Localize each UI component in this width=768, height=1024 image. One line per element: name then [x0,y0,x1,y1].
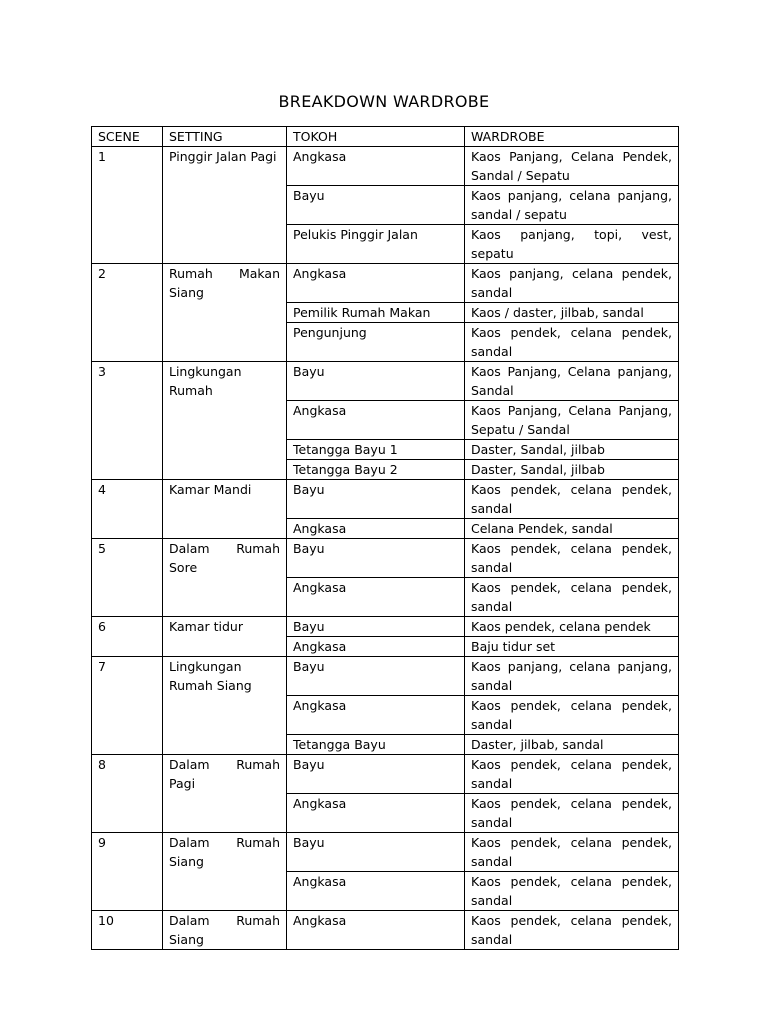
wardrobe-cell: Kaos pendek, celana pendek, sandal [465,794,679,833]
scene-number-cell: 5 [92,539,163,617]
wardrobe-cell: Kaos / daster, jilbab, sandal [465,303,679,323]
wardrobe-cell: Kaos pendek, celana pendek [465,617,679,637]
table-row [92,362,679,401]
wardrobe-cell: Daster, Sandal, jilbab [465,460,679,480]
wardrobe-table [91,126,679,950]
wardrobe-cell: Kaos panjang, celana panjang, sandal / sepatu [465,186,679,225]
setting-cell: Pinggir Jalan Pagi [163,147,287,264]
tokoh-cell: Tetangga Bayu [287,735,465,755]
table-row [92,755,679,794]
tokoh-cell: Tetangga Bayu 2 [287,460,465,480]
wardrobe-cell: Kaos pendek, celana pendek, sandal [465,833,679,872]
tokoh-cell: Pengunjung [287,323,465,362]
setting-cell: Dalam Rumah Siang [163,911,287,950]
table-row [92,617,679,637]
tokoh-cell: Bayu [287,617,465,637]
wardrobe-cell: Kaos pendek, celana pendek, sandal [465,480,679,519]
setting-cell: Lingkungan Rumah Siang [163,657,287,755]
wardrobe-cell: Kaos pendek, celana pendek, sandal [465,755,679,794]
table-row [92,911,679,950]
wardrobe-cell: Kaos pendek, celana pendek, sandal [465,578,679,617]
scene-number-cell: 1 [92,147,163,264]
wardrobe-cell: Celana Pendek, sandal [465,519,679,539]
tokoh-cell: Angkasa [287,519,465,539]
wardrobe-cell: Kaos pendek, celana pendek, sandal [465,539,679,578]
wardrobe-cell: Baju tidur set [465,637,679,657]
header-setting: SETTING [163,127,287,147]
setting-cell: Lingkungan Rumah [163,362,287,480]
tokoh-cell: Bayu [287,833,465,872]
table-row [92,480,679,519]
setting-cell: Dalam Rumah Sore [163,539,287,617]
tokoh-cell: Angkasa [287,911,465,950]
table-body [92,147,679,950]
wardrobe-cell: Kaos Panjang, Celana Pendek, Sandal / Sepatu [465,147,679,186]
table-row [92,539,679,578]
setting-cell: Dalam Rumah Siang [163,833,287,911]
tokoh-cell: Angkasa [287,637,465,657]
tokoh-cell: Pelukis Pinggir Jalan [287,225,465,264]
setting-cell: Rumah Makan Siang [163,264,287,362]
wardrobe-cell: Kaos panjang, celana panjang, sandal [465,657,679,696]
wardrobe-cell: Kaos pendek, celana pendek, sandal [465,872,679,911]
header-wardrobe: WARDROBE [465,127,679,147]
wardrobe-cell: Daster, jilbab, sandal [465,735,679,755]
table-header-row [92,127,679,147]
page-title: BREAKDOWN WARDROBE [278,92,490,111]
scene-number-cell: 9 [92,833,163,911]
header-tokoh: TOKOH [287,127,465,147]
table-row [92,264,679,303]
table-row [92,833,679,872]
scene-number-cell: 4 [92,480,163,539]
header-scene: SCENE [92,127,163,147]
setting-cell: Kamar Mandi [163,480,287,539]
scene-number-cell: 3 [92,362,163,480]
tokoh-cell: Angkasa [287,794,465,833]
tokoh-cell: Angkasa [287,264,465,303]
tokoh-cell: Bayu [287,362,465,401]
tokoh-cell: Angkasa [287,401,465,440]
scene-number-cell: 6 [92,617,163,657]
tokoh-cell: Angkasa [287,872,465,911]
table-row [92,147,679,186]
setting-cell: Kamar tidur [163,617,287,657]
wardrobe-cell: Kaos pendek, celana pendek, sandal [465,323,679,362]
wardrobe-cell: Kaos Panjang, Celana panjang, Sandal [465,362,679,401]
tokoh-cell: Angkasa [287,696,465,735]
setting-cell: Dalam Rumah Pagi [163,755,287,833]
scene-number-cell: 10 [92,911,163,950]
tokoh-cell: Bayu [287,755,465,794]
tokoh-cell: Tetangga Bayu 1 [287,440,465,460]
scene-number-cell: 8 [92,755,163,833]
tokoh-cell: Angkasa [287,578,465,617]
wardrobe-cell: Kaos pendek, celana pendek, sandal [465,911,679,950]
wardrobe-cell: Daster, Sandal, jilbab [465,440,679,460]
scene-number-cell: 2 [92,264,163,362]
tokoh-cell: Angkasa [287,147,465,186]
wardrobe-cell: Kaos pendek, celana pendek, sandal [465,696,679,735]
tokoh-cell: Bayu [287,480,465,519]
wardrobe-cell: Kaos panjang, topi, vest, sepatu [465,225,679,264]
tokoh-cell: Pemilik Rumah Makan [287,303,465,323]
wardrobe-cell: Kaos panjang, celana pendek, sandal [465,264,679,303]
table-row [92,657,679,696]
scene-number-cell: 7 [92,657,163,755]
tokoh-cell: Bayu [287,539,465,578]
tokoh-cell: Bayu [287,657,465,696]
tokoh-cell: Bayu [287,186,465,225]
wardrobe-cell: Kaos Panjang, Celana Panjang, Sepatu / Sandal [465,401,679,440]
